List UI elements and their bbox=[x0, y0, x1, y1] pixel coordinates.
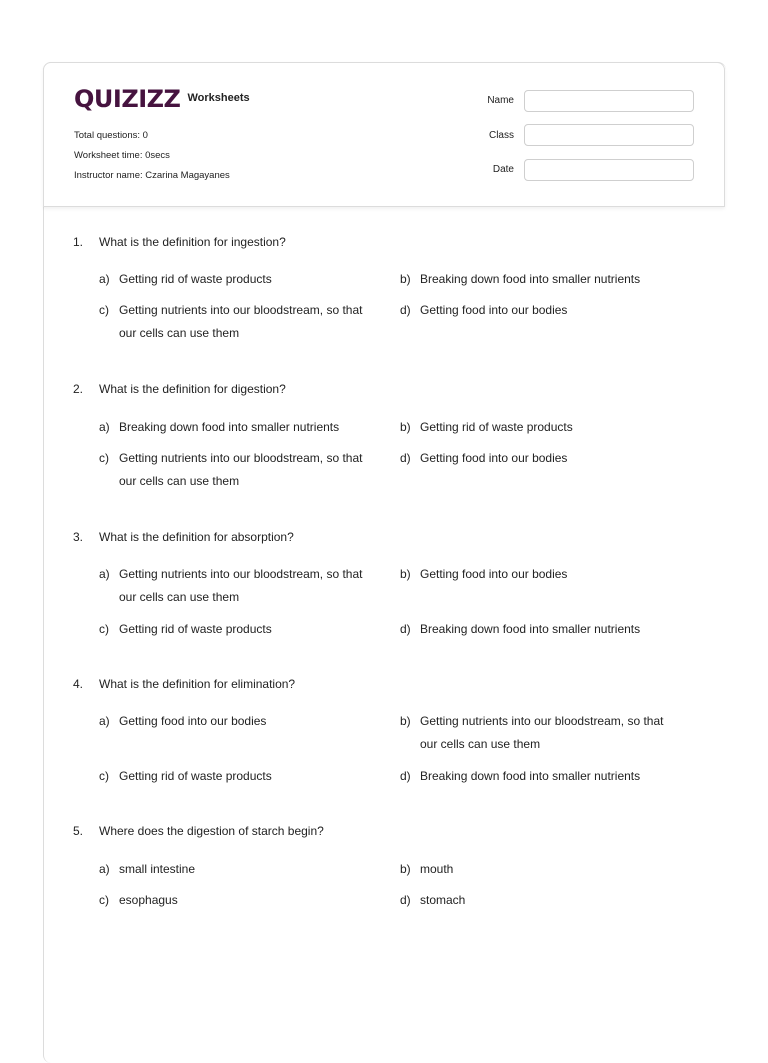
option-a bbox=[99, 268, 389, 291]
option-letter: b) bbox=[400, 272, 411, 286]
option-letter: c) bbox=[99, 451, 109, 465]
option-a bbox=[99, 710, 389, 733]
option-b bbox=[400, 563, 690, 586]
option-letter: c) bbox=[99, 622, 109, 636]
option-letter: d) bbox=[400, 303, 411, 317]
option-text-continued: our cells can use them bbox=[119, 474, 240, 488]
option-text: Getting rid of waste products bbox=[119, 622, 272, 636]
question-1 bbox=[73, 235, 286, 249]
option-d bbox=[400, 889, 690, 912]
question-number: 4. bbox=[73, 677, 84, 691]
option-text: stomach bbox=[420, 893, 466, 907]
option-text: mouth bbox=[420, 862, 454, 876]
option-letter: a) bbox=[99, 567, 110, 581]
option-c bbox=[99, 299, 389, 345]
option-letter: c) bbox=[99, 303, 109, 317]
total-questions: Total questions: 0 bbox=[74, 130, 148, 141]
option-letter: c) bbox=[99, 893, 109, 907]
option-text: Getting nutrients into our bloodstream, so that bbox=[119, 303, 363, 317]
option-text: Getting nutrients into our bloodstream, so that bbox=[420, 714, 664, 728]
option-text: Getting food into our bodies bbox=[119, 714, 267, 728]
question-text: What is the definition for elimination? bbox=[99, 677, 296, 691]
option-text: Breaking down food into smaller nutrients bbox=[420, 272, 641, 286]
option-text-continued: our cells can use them bbox=[119, 326, 240, 340]
question-number: 2. bbox=[73, 382, 84, 396]
option-letter: b) bbox=[400, 420, 411, 434]
option-text: Getting rid of waste products bbox=[119, 769, 272, 783]
question-text: What is the definition for absorption? bbox=[99, 530, 294, 544]
date-field[interactable] bbox=[524, 159, 694, 181]
question-number: 3. bbox=[73, 530, 84, 544]
option-letter: a) bbox=[99, 420, 110, 434]
option-c bbox=[99, 447, 389, 493]
option-letter: b) bbox=[400, 862, 411, 876]
question-3 bbox=[73, 530, 294, 544]
brand-logo: QUIZIZZ bbox=[74, 85, 181, 113]
option-letter: c) bbox=[99, 769, 109, 783]
question-4 bbox=[73, 677, 295, 691]
option-letter: d) bbox=[400, 893, 411, 907]
option-letter: a) bbox=[99, 862, 110, 876]
logo bbox=[74, 85, 250, 113]
option-c bbox=[99, 618, 389, 641]
class-field[interactable] bbox=[524, 124, 694, 146]
option-d bbox=[400, 618, 690, 641]
worksheet-time: Worksheet time: 0secs bbox=[74, 150, 170, 161]
option-b bbox=[400, 710, 690, 756]
worksheet-header bbox=[43, 62, 725, 207]
option-c bbox=[99, 765, 389, 788]
option-d bbox=[400, 447, 690, 470]
name-label: Name bbox=[487, 95, 514, 106]
option-a bbox=[99, 858, 389, 881]
question-text: What is the definition for ingestion? bbox=[99, 235, 286, 249]
question-number: 1. bbox=[73, 235, 84, 249]
option-letter: a) bbox=[99, 714, 110, 728]
option-text: Breaking down food into smaller nutrients bbox=[119, 420, 340, 434]
option-text: small intestine bbox=[119, 862, 196, 876]
option-a bbox=[99, 416, 389, 439]
option-text: Getting nutrients into our bloodstream, so that bbox=[119, 451, 363, 465]
option-text: Getting rid of waste products bbox=[420, 420, 573, 434]
option-text: Getting nutrients into our bloodstream, so that bbox=[119, 567, 363, 581]
option-letter: a) bbox=[99, 272, 110, 286]
option-text-continued: our cells can use them bbox=[119, 590, 240, 604]
option-letter: b) bbox=[400, 714, 411, 728]
question-2 bbox=[73, 382, 286, 396]
option-letter: d) bbox=[400, 622, 411, 636]
option-letter: d) bbox=[400, 769, 411, 783]
option-text: Getting food into our bodies bbox=[420, 451, 568, 465]
option-d bbox=[400, 299, 690, 322]
option-letter: d) bbox=[400, 451, 411, 465]
question-text: Where does the digestion of starch begin? bbox=[99, 824, 324, 838]
option-text: Getting rid of waste products bbox=[119, 272, 272, 286]
option-text: Breaking down food into smaller nutrients bbox=[420, 622, 641, 636]
option-text: esophagus bbox=[119, 893, 178, 907]
option-text: Breaking down food into smaller nutrients bbox=[420, 769, 641, 783]
option-a bbox=[99, 563, 389, 609]
class-label: Class bbox=[488, 130, 514, 141]
header-subtitle: Worksheets bbox=[187, 92, 250, 104]
date-label: Date bbox=[492, 164, 514, 175]
option-d bbox=[400, 765, 690, 788]
option-b bbox=[400, 416, 690, 439]
instructor-name: Instructor name: Czarina Magayanes bbox=[74, 170, 230, 181]
option-text: Getting food into our bodies bbox=[420, 303, 568, 317]
option-text: Getting food into our bodies bbox=[420, 567, 568, 581]
question-text: What is the definition for digestion? bbox=[99, 382, 286, 396]
question-5 bbox=[73, 824, 324, 838]
option-c bbox=[99, 889, 389, 912]
name-field[interactable] bbox=[524, 90, 694, 112]
option-b bbox=[400, 858, 690, 881]
option-b bbox=[400, 268, 690, 291]
option-text-continued: our cells can use them bbox=[420, 737, 541, 751]
question-number: 5. bbox=[73, 824, 84, 838]
option-letter: b) bbox=[400, 567, 411, 581]
